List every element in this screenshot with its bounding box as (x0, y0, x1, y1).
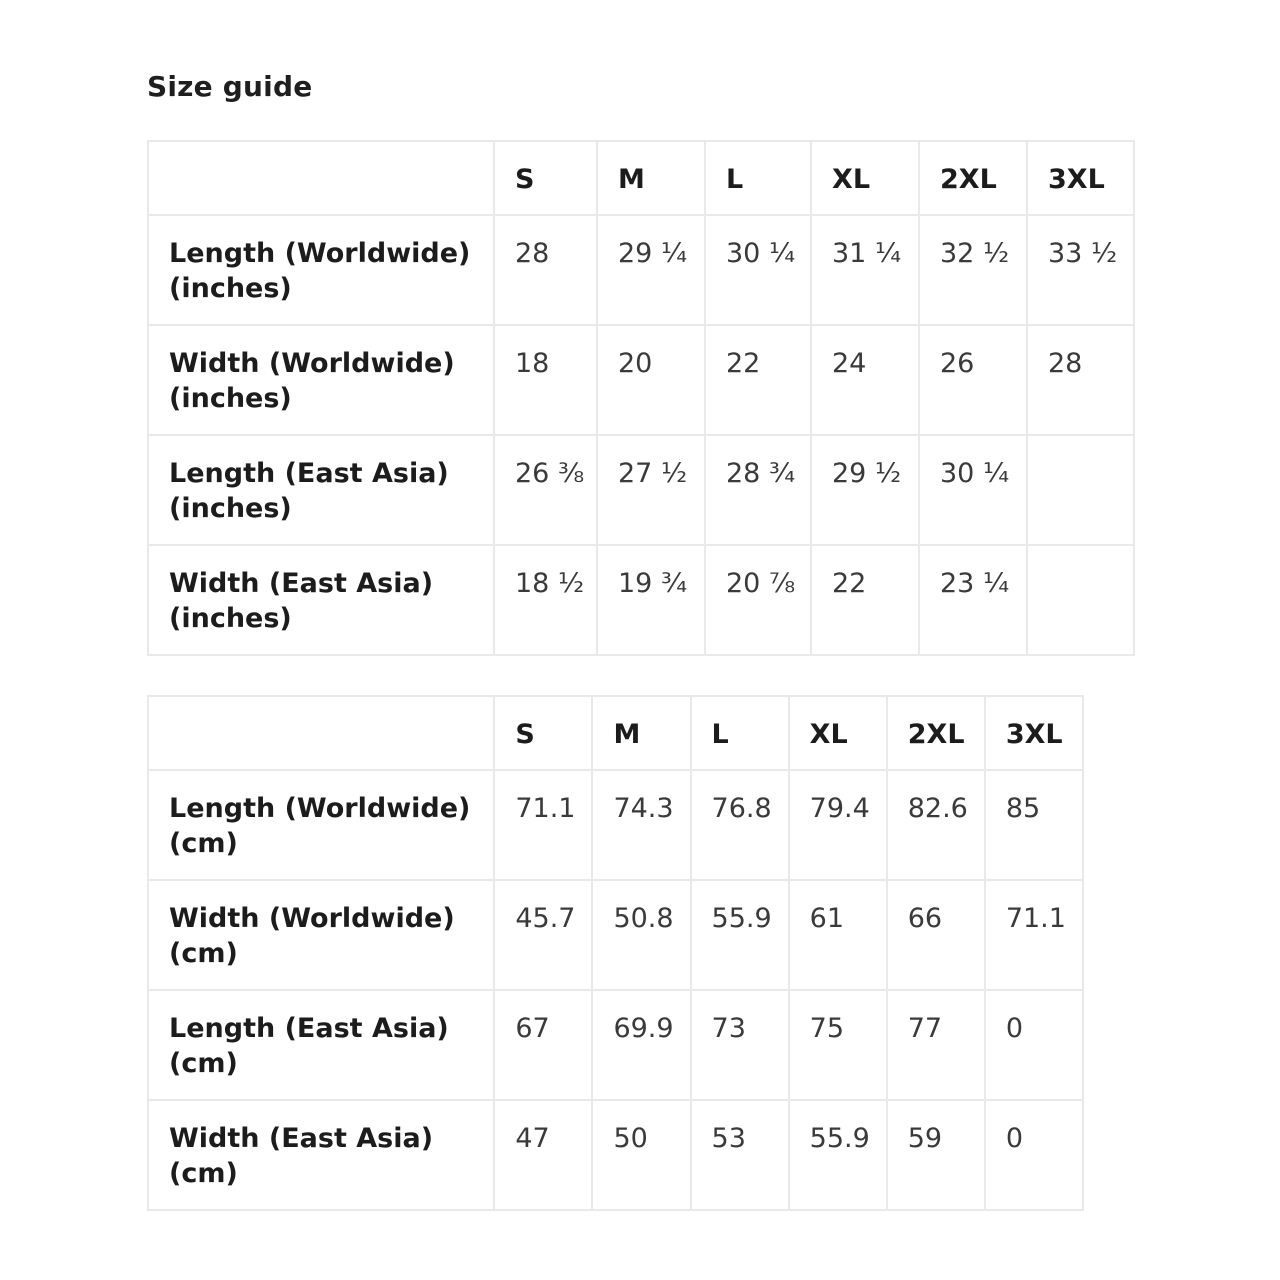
table-cell: 30 ¼ (919, 435, 1027, 545)
table-cell: 29 ¼ (597, 215, 705, 325)
column-header: M (597, 141, 705, 215)
table-cell (1027, 435, 1134, 545)
column-header: S (494, 141, 597, 215)
table-cell: 19 ¾ (597, 545, 705, 655)
row-label: Width (East Asia) (cm) (148, 1100, 494, 1210)
row-label: Length (East Asia) (inches) (148, 435, 494, 545)
table-cell: 28 (494, 215, 597, 325)
table-cell: 0 (985, 990, 1083, 1100)
corner-cell (148, 696, 494, 770)
table-cell: 75 (789, 990, 887, 1100)
table-cell: 82.6 (887, 770, 985, 880)
table-row (148, 215, 1134, 325)
table-cell: 77 (887, 990, 985, 1100)
row-label: Width (Worldwide) (cm) (148, 880, 494, 990)
table-cell: 47 (494, 1100, 592, 1210)
table-header-row (148, 141, 1134, 215)
page-title: Size guide (147, 70, 313, 103)
table-row (148, 770, 1083, 880)
table-cell: 20 ⅞ (705, 545, 811, 655)
table-cell: 50.8 (592, 880, 690, 990)
table-cell: 59 (887, 1100, 985, 1210)
table-row (148, 880, 1083, 990)
column-header: XL (789, 696, 887, 770)
table-cell: 18 ½ (494, 545, 597, 655)
table-cell: 53 (691, 1100, 789, 1210)
table-row (148, 435, 1134, 545)
table-cell: 67 (494, 990, 592, 1100)
table-cell: 30 ¼ (705, 215, 811, 325)
row-label: Width (East Asia) (inches) (148, 545, 494, 655)
table-row (148, 325, 1134, 435)
table-cell: 71.1 (494, 770, 592, 880)
table-cell: 18 (494, 325, 597, 435)
row-label: Width (Worldwide) (inches) (148, 325, 494, 435)
table-cell: 73 (691, 990, 789, 1100)
table-cell: 0 (985, 1100, 1083, 1210)
corner-cell (148, 141, 494, 215)
size-table-cm (147, 695, 1084, 1211)
table-cell: 66 (887, 880, 985, 990)
table-cell: 50 (592, 1100, 690, 1210)
table-cell: 22 (811, 545, 919, 655)
table-cell: 55.9 (789, 1100, 887, 1210)
column-header: 2XL (919, 141, 1027, 215)
column-header: XL (811, 141, 919, 215)
table-cell: 24 (811, 325, 919, 435)
table-cell: 69.9 (592, 990, 690, 1100)
table-cell: 28 (1027, 325, 1134, 435)
row-label: Length (Worldwide) (inches) (148, 215, 494, 325)
table-cell: 61 (789, 880, 887, 990)
table-row (148, 1100, 1083, 1210)
table-cell: 23 ¼ (919, 545, 1027, 655)
table-cell: 55.9 (691, 880, 789, 990)
table-cell: 26 (919, 325, 1027, 435)
table-cell: 79.4 (789, 770, 887, 880)
table-cell: 29 ½ (811, 435, 919, 545)
column-header: L (705, 141, 811, 215)
table-cell: 32 ½ (919, 215, 1027, 325)
table-cell: 85 (985, 770, 1083, 880)
table-cell: 28 ¾ (705, 435, 811, 545)
size-table-inches (147, 140, 1135, 656)
table-cell: 20 (597, 325, 705, 435)
table-cell: 26 ⅜ (494, 435, 597, 545)
table-cell: 45.7 (494, 880, 592, 990)
table-cell: 22 (705, 325, 811, 435)
column-header: L (691, 696, 789, 770)
column-header: 2XL (887, 696, 985, 770)
row-label: Length (Worldwide) (cm) (148, 770, 494, 880)
table-header-row (148, 696, 1083, 770)
table-row (148, 545, 1134, 655)
column-header: 3XL (1027, 141, 1134, 215)
table-row (148, 990, 1083, 1100)
table-cell (1027, 545, 1134, 655)
table-cell: 71.1 (985, 880, 1083, 990)
table-cell: 76.8 (691, 770, 789, 880)
row-label: Length (East Asia) (cm) (148, 990, 494, 1100)
table-cell: 33 ½ (1027, 215, 1134, 325)
column-header: 3XL (985, 696, 1083, 770)
table-cell: 31 ¼ (811, 215, 919, 325)
column-header: M (592, 696, 690, 770)
column-header: S (494, 696, 592, 770)
table-cell: 27 ½ (597, 435, 705, 545)
table-cell: 74.3 (592, 770, 690, 880)
